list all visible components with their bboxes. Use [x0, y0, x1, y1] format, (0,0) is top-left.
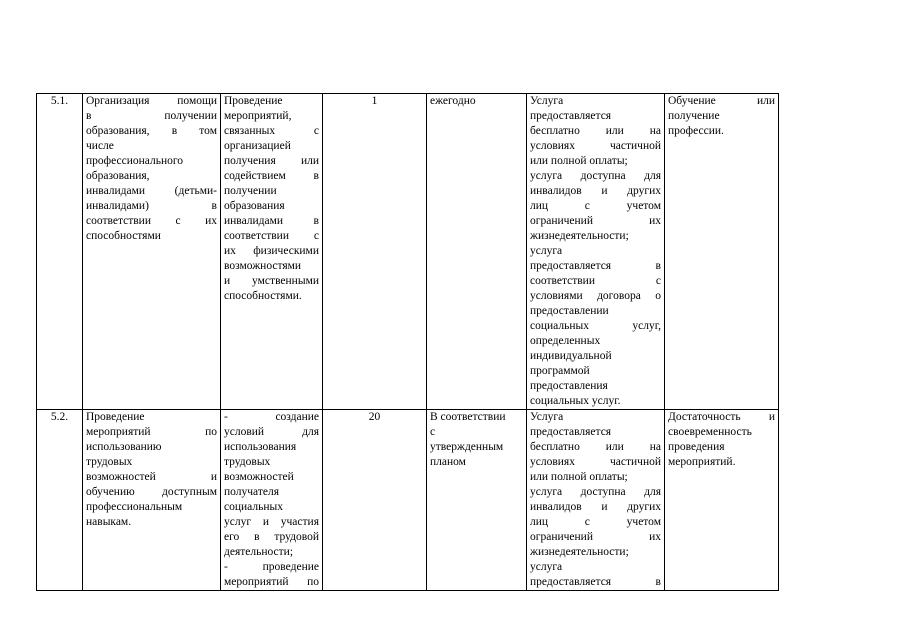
text-line: получателя — [224, 486, 279, 498]
text-line: мероприятий. — [668, 456, 736, 468]
text-line: услуга доступна для — [530, 486, 661, 498]
text-line: предоставления — [530, 380, 608, 392]
services-table — [36, 93, 779, 591]
text-line: предоставляется в — [530, 260, 661, 272]
description-cell — [221, 410, 323, 591]
text-line: образования, в том — [86, 125, 217, 137]
text-line: связанных с — [224, 125, 319, 137]
text-line: услуга доступна для — [530, 170, 661, 182]
text-line: профессиональным — [86, 501, 183, 513]
text-line: организацией — [224, 140, 291, 152]
text-line: предоставляется в — [530, 576, 661, 588]
result-cell — [665, 94, 779, 410]
text-line: и умственными — [224, 275, 319, 287]
row-number: 5.2. — [37, 410, 83, 591]
service-name-cell — [83, 94, 221, 410]
text-line: числе — [86, 140, 114, 152]
text-line: деятельности; — [224, 546, 294, 558]
text-line: мероприятий, — [224, 110, 292, 122]
text-line: инвалидами в — [224, 215, 319, 227]
text-line: лиц с учетом — [530, 200, 661, 212]
text-line: трудовых — [224, 456, 271, 468]
text-line: образования — [224, 200, 285, 212]
text-line: ограничений их — [530, 531, 661, 543]
text-line: в получении — [86, 110, 217, 122]
text-line: услуга — [530, 245, 563, 257]
text-line: использованию — [86, 441, 162, 453]
text-line: услуга — [530, 561, 563, 573]
text-line: инвалидами) в — [86, 200, 217, 212]
text-line: трудовых — [86, 456, 133, 468]
text-line: условий для — [224, 426, 319, 438]
text-line: Достаточность и — [668, 411, 775, 423]
text-line: его в трудовой — [224, 531, 319, 543]
text-line: соответствии с их — [86, 215, 217, 227]
text-line: Услуга — [530, 411, 564, 423]
text-line: Организация помощи — [86, 95, 217, 107]
text-line: социальных услуг. — [530, 395, 621, 407]
text-line: своевременность — [668, 426, 752, 438]
text-line: инвалидов и других — [530, 185, 661, 197]
text-line: предоставляется — [530, 426, 612, 438]
text-line: - проведение — [224, 561, 319, 573]
text-line: мероприятий по — [86, 426, 217, 438]
text-line: жизнедеятельности; — [530, 546, 629, 558]
text-line: В соответствии — [430, 411, 506, 423]
text-line: их физическими — [224, 245, 319, 257]
text-line: бесплатно или на — [530, 441, 661, 453]
text-line: способностями. — [224, 290, 302, 302]
text-line: Проведение — [224, 95, 283, 107]
text-line: Проведение — [86, 411, 145, 423]
text-line: ограничений их — [530, 215, 661, 227]
text-line: лиц с учетом — [530, 516, 661, 528]
text-line: инвалидами (детьми- — [86, 185, 217, 197]
text-line: мероприятий по — [224, 576, 319, 588]
text-line: инвалидов и других — [530, 501, 661, 513]
text-line: индивидуальной — [530, 350, 612, 362]
text-line: профессионального — [86, 155, 184, 167]
text-line: социальных — [224, 501, 283, 513]
text-line: бесплатно или на — [530, 125, 661, 137]
text-line: программой — [530, 365, 590, 377]
text-line: образования, — [86, 170, 150, 182]
description-cell — [221, 94, 323, 410]
text-line: использования — [224, 441, 297, 453]
text-line: Услуга — [530, 95, 564, 107]
text-line: Обучение или — [668, 95, 775, 107]
text-line: профессии. — [668, 125, 724, 137]
text-line: условиях частичной — [530, 456, 661, 468]
text-line: проведения — [668, 441, 725, 453]
text-line: обучению доступным — [86, 486, 217, 498]
text-line: определенных — [530, 335, 601, 347]
text-line: жизнедеятельности; — [530, 230, 629, 242]
result-cell — [665, 410, 779, 591]
text-line: или полной оплаты; — [530, 155, 628, 167]
text-line: или полной оплаты; — [530, 471, 628, 483]
quantity-cell: 20 — [323, 410, 427, 591]
text-line: содействием в — [224, 170, 319, 182]
text-line: ежегодно — [430, 95, 476, 107]
text-line: предоставляется — [530, 110, 612, 122]
text-line: способностями — [86, 230, 161, 242]
text-line: предоставлении — [530, 305, 609, 317]
text-line: соответствии с — [530, 275, 661, 287]
text-line: с — [430, 426, 436, 438]
frequency-cell — [427, 94, 527, 410]
text-line: получение — [668, 110, 720, 122]
text-line: утвержденным — [430, 441, 504, 453]
text-line: возможностей и — [86, 471, 217, 483]
text-line: социальных услуг, — [530, 320, 661, 332]
text-line: условиях частичной — [530, 140, 661, 152]
text-line: навыкам. — [86, 516, 132, 528]
text-line: получении — [224, 185, 277, 197]
text-line: соответствии с — [224, 230, 319, 242]
row-number: 5.1. — [37, 94, 83, 410]
frequency-cell — [427, 410, 527, 591]
text-line: планом — [430, 456, 466, 468]
service-name-cell — [83, 410, 221, 591]
text-line: возможностей — [224, 471, 294, 483]
text-line: услуг и участия — [224, 516, 319, 528]
table-row — [37, 410, 779, 591]
table-row — [37, 94, 779, 410]
conditions-cell — [527, 410, 665, 591]
text-line: получения или — [224, 155, 319, 167]
conditions-cell — [527, 94, 665, 410]
quantity-cell: 1 — [323, 94, 427, 410]
text-line: условиями договора о — [530, 290, 661, 302]
text-line: - создание — [224, 411, 319, 423]
text-line: возможностями — [224, 260, 302, 272]
